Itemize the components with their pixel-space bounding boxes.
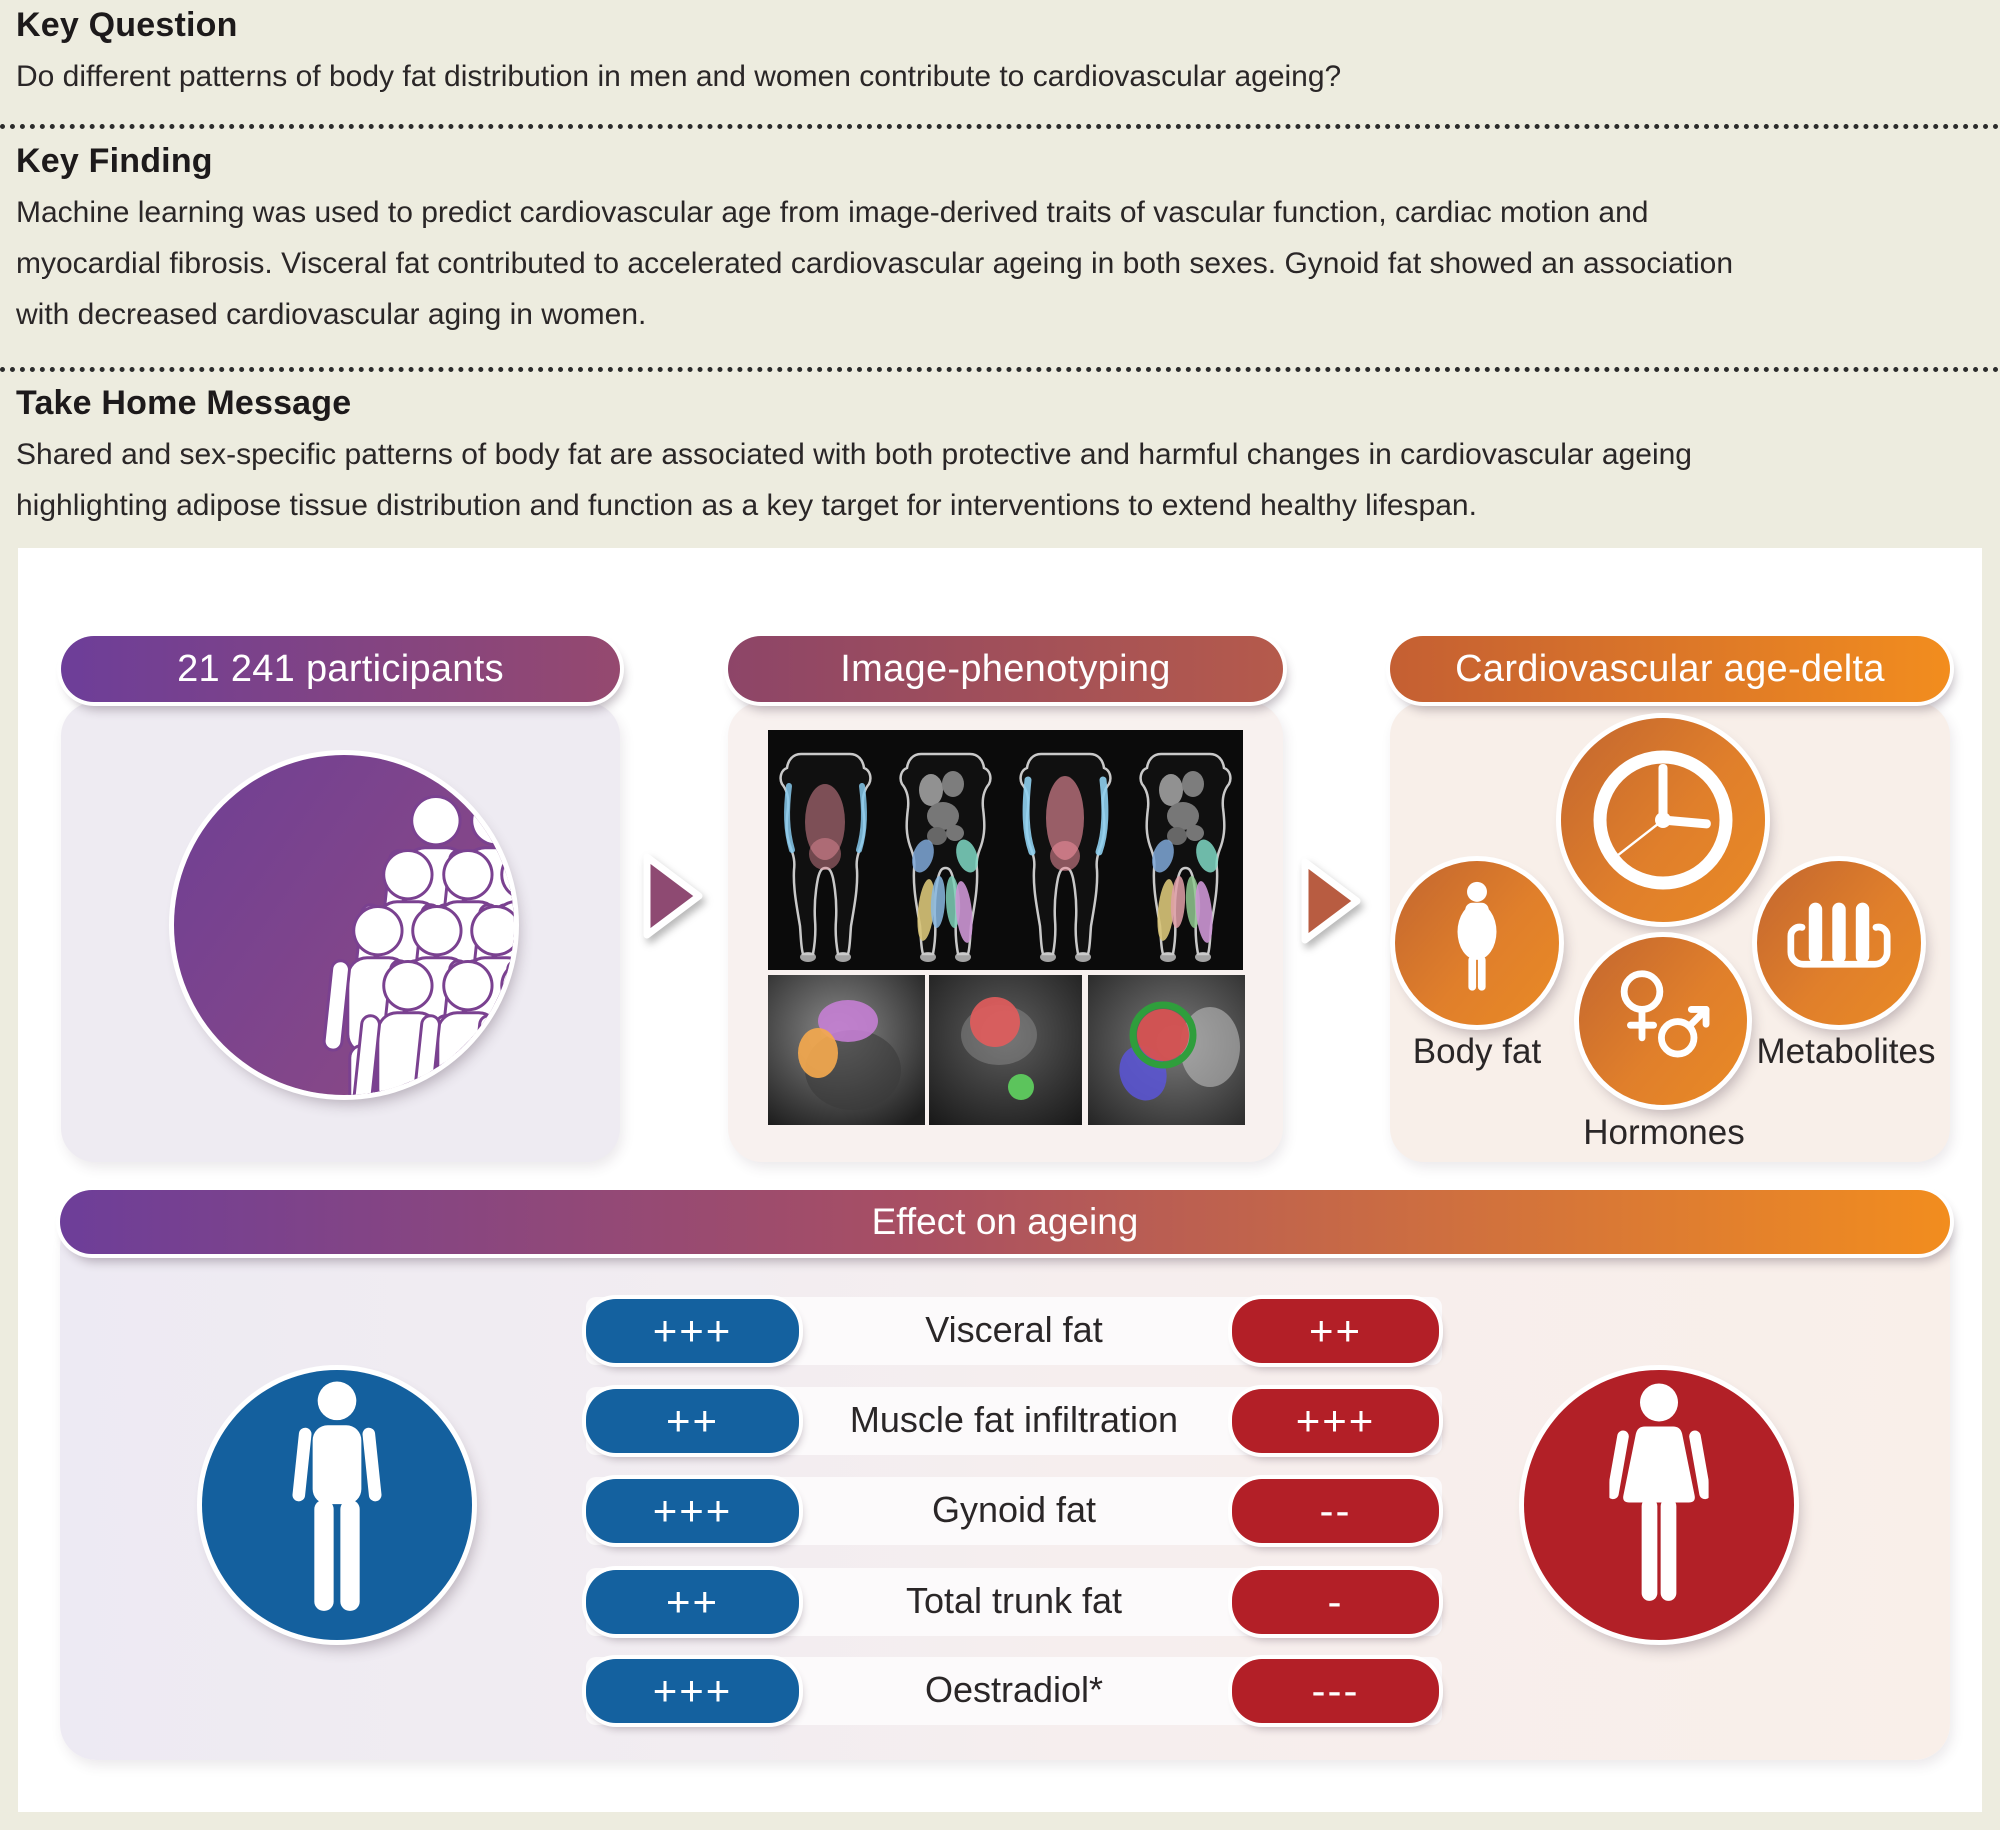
women-score-pill: ++ bbox=[1232, 1299, 1439, 1363]
men-icon bbox=[202, 1370, 472, 1640]
clock-icon bbox=[1561, 718, 1765, 922]
dotted-divider bbox=[0, 124, 2000, 129]
effect-row-label: Gynoid fat bbox=[931, 1489, 1097, 1530]
hormones-label: Hormones bbox=[1583, 1113, 1745, 1152]
body-fat-icon bbox=[1395, 861, 1559, 1025]
key-question-title: Key Question bbox=[16, 6, 238, 44]
key-finding-title: Key Finding bbox=[16, 142, 213, 180]
participants-crowd-circle bbox=[174, 755, 514, 1095]
effect-title: Effect on ageing bbox=[871, 1201, 1139, 1242]
take-home-body: Shared and sex-specific patterns of body fat are associated with both protective and harmful changes in cardiovascular ageing highlighting adipose tissue distribution and function as a key target for interventions to extend healthy lifespan. bbox=[16, 438, 1692, 522]
metabolites-icon bbox=[1757, 861, 1921, 1025]
take-home-title: Take Home Message bbox=[16, 384, 352, 422]
participants-title: 21 241 participants bbox=[177, 647, 504, 690]
dotted-divider bbox=[0, 367, 2000, 372]
take-home-section bbox=[16, 384, 1816, 531]
body-fat-label: Body fat bbox=[1412, 1032, 1542, 1071]
key-finding-section bbox=[16, 142, 1772, 340]
age-delta-header-pill bbox=[1390, 636, 1950, 702]
cardiac-mri-image-3 bbox=[1088, 975, 1245, 1125]
metabolites-label: Metabolites bbox=[1756, 1032, 1936, 1071]
effect-row-label: Visceral fat bbox=[925, 1309, 1103, 1350]
women-icon bbox=[1524, 1370, 1794, 1640]
effect-row-label: Oestradiol* bbox=[924, 1669, 1104, 1710]
body-mri-images bbox=[768, 730, 1243, 970]
men-score-pill: +++ bbox=[586, 1659, 799, 1723]
age-delta-title: Cardiovascular age-delta bbox=[1455, 647, 1885, 690]
phenotyping-title: Image-phenotyping bbox=[840, 647, 1171, 690]
key-question-body: Do different patterns of body fat distribution in men and women contribute to cardiovascular ageing? bbox=[16, 60, 1342, 93]
flow-arrow-right-icon bbox=[643, 853, 703, 944]
crowd-icon bbox=[174, 755, 514, 1095]
men-score-pill: ++ bbox=[586, 1389, 799, 1453]
flow-arrow-right-icon bbox=[1301, 858, 1361, 949]
effect-banner bbox=[60, 1190, 1950, 1254]
effect-row-label: Muscle fat infiltration bbox=[849, 1399, 1179, 1440]
key-finding-body: Machine learning was used to predict cardiovascular age from image-derived traits of vascular function, cardiac motion and myocardial fibrosis. Visceral fat contributed to accelerated cardiovascular ageing in both sexes. Gynoid fat showed an association with decreased cardiovascular aging in women. bbox=[16, 196, 1734, 331]
men-score-pill: ++ bbox=[586, 1570, 799, 1634]
cardiac-mri-image-2 bbox=[929, 975, 1082, 1125]
women-score-pill: -- bbox=[1232, 1479, 1439, 1543]
participants-header-pill bbox=[61, 636, 620, 702]
women-score-pill: --- bbox=[1232, 1659, 1439, 1723]
men-score-pill: +++ bbox=[586, 1299, 799, 1363]
men-score-pill: +++ bbox=[586, 1479, 799, 1543]
key-question-section bbox=[16, 6, 1976, 102]
women-score-pill: - bbox=[1232, 1570, 1439, 1634]
effect-row-label: Total trunk fat bbox=[905, 1580, 1123, 1621]
phenotyping-header-pill bbox=[728, 636, 1283, 702]
women-score-pill: +++ bbox=[1232, 1389, 1439, 1453]
cardiac-mri-image-1 bbox=[768, 975, 925, 1125]
hormones-icon bbox=[1579, 937, 1747, 1105]
